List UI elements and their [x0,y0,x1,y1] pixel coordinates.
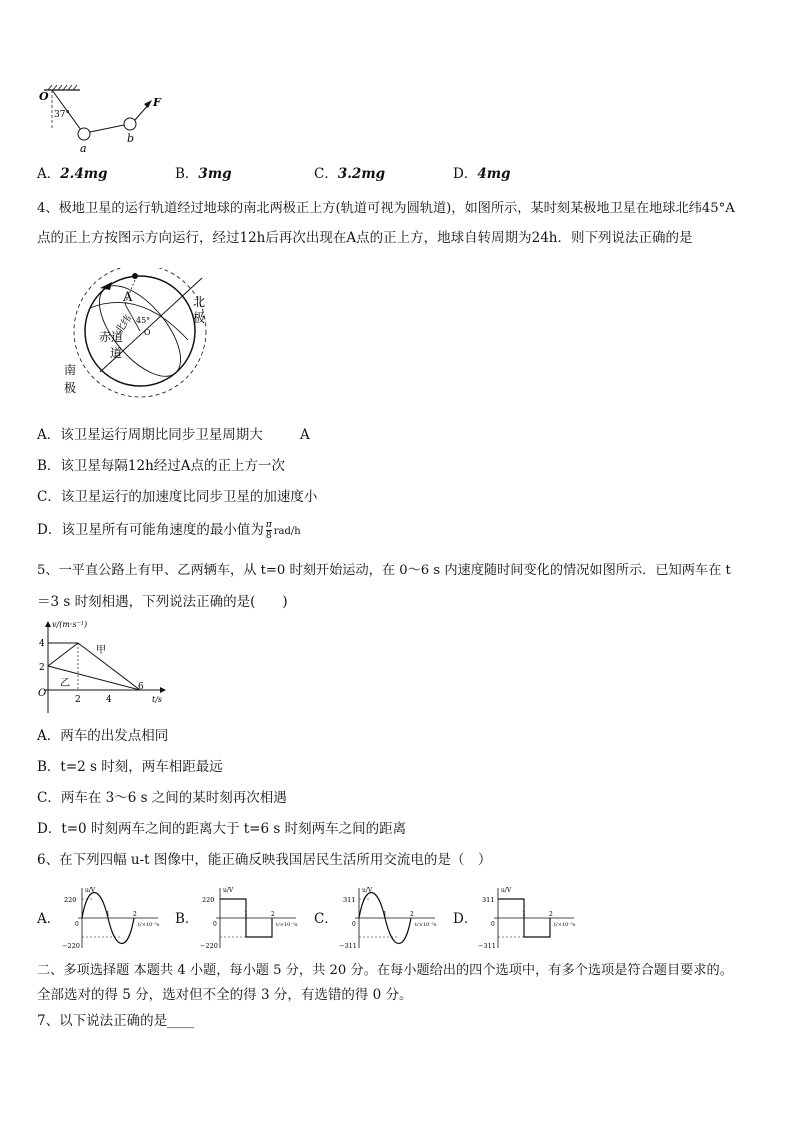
q6-a-top: 220 [64,896,77,904]
q4-label-a: A [123,290,133,305]
q4-option-b: B．该卫星每隔12h经过A点的正上方一次 [37,458,286,474]
q6-a-x1: 1 [106,911,110,918]
section2-line1: 二、多项选择题 本题共 4 小题，每小题 5 分，共 20 分。在每小题给出的四个选项中，有多个选项是符合题目要求的。 [37,963,733,978]
q3-option-a: A．2.4mg [37,166,108,182]
q3-label-angle: 37° [54,110,70,120]
q6-d-x2: 2 [549,911,553,918]
q6-c-ylabel: u/V [362,887,373,894]
q6-option-a-key: A． [37,911,61,927]
q6-c-bot: −311 [339,942,357,950]
q3-option-b: B．3mg [175,166,232,182]
section2-line2: 全部选对的得 5 分，选对但不全的得 3 分，有选错的得 0 分。 [37,987,413,1003]
q6-c-tlabel: t/×10⁻²s [415,922,437,928]
q6-option-d-key: D． [453,911,478,927]
q6-b-top: 220 [202,896,215,904]
q4-option-d-fraction: $\frac{\pi}{8}$ [265,520,272,541]
q6-d-o: 0 [491,921,495,928]
q4-label-north1: 北 [193,295,206,309]
q5-option-b: B．t=2 s 时刻，两车相距最远 [37,759,223,775]
q3-option-c: C．3.2mg [314,166,386,182]
q6-a-tlabel: t/×10⁻²s [138,922,160,928]
q6-b-x1: 1 [244,911,248,918]
q5-label-t: t/s [152,695,163,704]
q6-d-bot: −311 [478,942,496,950]
q5-label-x2: 2 [75,695,81,705]
q6-graph-c [335,884,445,952]
q4-label-road: 道 [110,346,123,360]
q4-stem-line1: 4、极地卫星的运行轨道经过地球的南北两极正上方(轨道可视为圆轨道)，如图所示，某时刻某极地卫星在地球北纬45°A [37,201,735,216]
q5-label-x4: 4 [106,695,112,705]
q5-label-y2: 2 [39,663,45,673]
q6-c-x2: 2 [410,911,414,918]
q6-option-b-key: B． [175,911,199,927]
q5-figure [30,618,180,718]
q4-label-equator: 赤道 [99,330,124,344]
q6-d-x1: 1 [522,911,526,918]
q6-c-x1: 1 [383,911,387,918]
q6-graph-d [474,884,584,952]
q4-option-c: C．该卫星运行的加速度比同步卫星的加速度小 [37,489,318,505]
q4-label-angle: 45° [136,316,151,325]
q6-c-top: 311 [343,896,356,904]
q5-stem-line2: ＝3 s 时刻相遇，下列说法正确的是( ) [37,594,288,610]
q6-d-top: 311 [482,896,495,904]
q6-stem: 6、在下列四幅 u-t 图像中，能正确反映我国居民生活所用交流电的是（ ） [37,852,492,868]
q3-figure [36,84,176,156]
q7-stem: 7、以下说法正确的是____ [37,1013,195,1029]
q3-label-f: F [153,96,161,109]
q5-stem-line1: 5、一平直公路上有甲、乙两辆车，从 t=0 时刻开始运动，在 0～6 s 内速度随时间变化的情况如图所示．已知两车在 t [37,563,731,578]
q6-b-ylabel: u/V [223,887,234,894]
q3-label-o: O [39,90,49,103]
q5-label-yi: 乙 [60,678,70,689]
q6-a-ylabel: u/V [85,887,96,894]
q4-option-a: A．该卫星运行周期比同步卫星周期大 [37,427,263,443]
q3-option-d: D．4mg [453,166,511,182]
q4-label-south1: 南 [64,363,77,377]
q6-a-o: 0 [75,921,79,928]
q6-option-c-key: C． [314,911,338,927]
q6-a-bot: −220 [62,942,80,950]
q5-option-d: D．t=0 时刻两车之间的距离大于 t=6 s 时刻两车之间的距离 [37,821,407,837]
q3-label-b: b [127,132,135,145]
q5-option-c: C．两车在 3～6 s 之间的某时刻再次相遇 [37,790,287,806]
q4-label-north2: 极 [193,311,206,325]
q6-graph-b [196,884,306,952]
q4-label-south2: 极 [64,381,77,395]
q6-b-tlabel: t/×10⁻²s [276,922,298,928]
q5-option-a: A．两车的出发点相同 [37,728,169,744]
q6-b-x2: 2 [271,911,275,918]
q6-d-ylabel: u/V [501,887,512,894]
q6-b-o: 0 [213,921,217,928]
q5-label-y4: 4 [39,639,45,649]
q5-label-v: v/(m·s⁻¹) [52,620,88,629]
q5-label-o: O [38,688,47,699]
q3-label-a: a [80,142,87,155]
q4-figure [60,268,220,403]
q6-graph-a [58,884,168,952]
q4-stem-line2: 点的正上方按图示方向运行，经过12h后再次出现在A点的正上方，地球自转周期为24h．则下列说法正确的是 [37,230,693,246]
q5-label-x6: 6 [138,682,144,692]
q4-option-d: D．该卫星所有可能角速度的最小值为 $\frac{\pi}{8}$ rad/h [37,520,301,541]
q4-option-a-extra: A [300,427,310,443]
q4-label-center: O [144,328,151,337]
q6-d-tlabel: t/×10⁻²s [554,922,576,928]
q6-b-bot: −220 [200,942,218,950]
q4-label-nlat: 北纬 [113,313,135,337]
q5-label-jia: 甲 [96,645,106,656]
q6-a-x2: 2 [133,911,137,918]
q6-c-o: 0 [352,921,356,928]
